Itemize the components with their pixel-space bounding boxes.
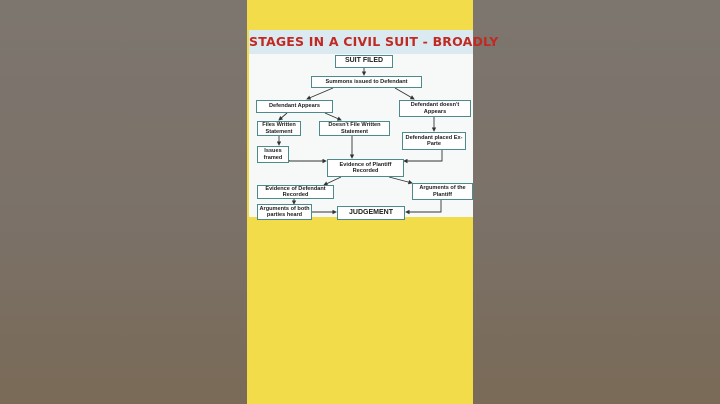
node-doesnt-file-written-statement: Doesn't File Written Statement bbox=[319, 121, 390, 136]
arrow-summons-to-not-appears bbox=[395, 88, 414, 99]
node-summons: Summons issued to Defendant bbox=[311, 76, 422, 88]
arrow-ex-parte-to-evidence bbox=[404, 150, 442, 161]
node-ex-parte: Defendant placed Ex-Parte bbox=[402, 132, 466, 150]
node-defendant-not-appears: Defendant doesn't Appears bbox=[399, 100, 471, 117]
left-background-bar bbox=[0, 0, 247, 404]
node-files-written-statement: Files Written Statement bbox=[257, 121, 301, 136]
node-evidence-defendant: Evidence of Defendant Recorded bbox=[257, 185, 334, 199]
node-arguments-plaintiff: Arguments of the Plantiff bbox=[412, 183, 473, 200]
node-suit-filed: SUIT FILED bbox=[335, 55, 393, 68]
flowchart-card bbox=[249, 30, 499, 218]
arrow-evidence-to-defendant-evidence bbox=[324, 177, 341, 185]
flowchart-title: STAGES IN A CIVIL SUIT - BROADLY bbox=[249, 30, 473, 54]
node-evidence-plaintiff: Evidence of Plantiff Recorded bbox=[327, 159, 404, 177]
arrow-appears-to-not-file bbox=[325, 113, 341, 120]
node-judgement: JUDGEMENT bbox=[337, 206, 405, 220]
arrow-evidence-to-arguments bbox=[389, 177, 412, 183]
arrow-appears-to-files bbox=[279, 113, 287, 120]
arrow-summons-to-appears bbox=[307, 88, 333, 99]
node-defendant-appears: Defendant Appears bbox=[256, 100, 333, 113]
node-issues-framed: Issues framed bbox=[257, 146, 289, 163]
right-background-bar bbox=[473, 0, 720, 404]
arrow-arguments-plaintiff-to-judgement bbox=[406, 200, 441, 212]
arrow-issues-to-evidence bbox=[289, 160, 326, 161]
node-arguments-both: Arguments of both parties heard bbox=[257, 204, 312, 220]
